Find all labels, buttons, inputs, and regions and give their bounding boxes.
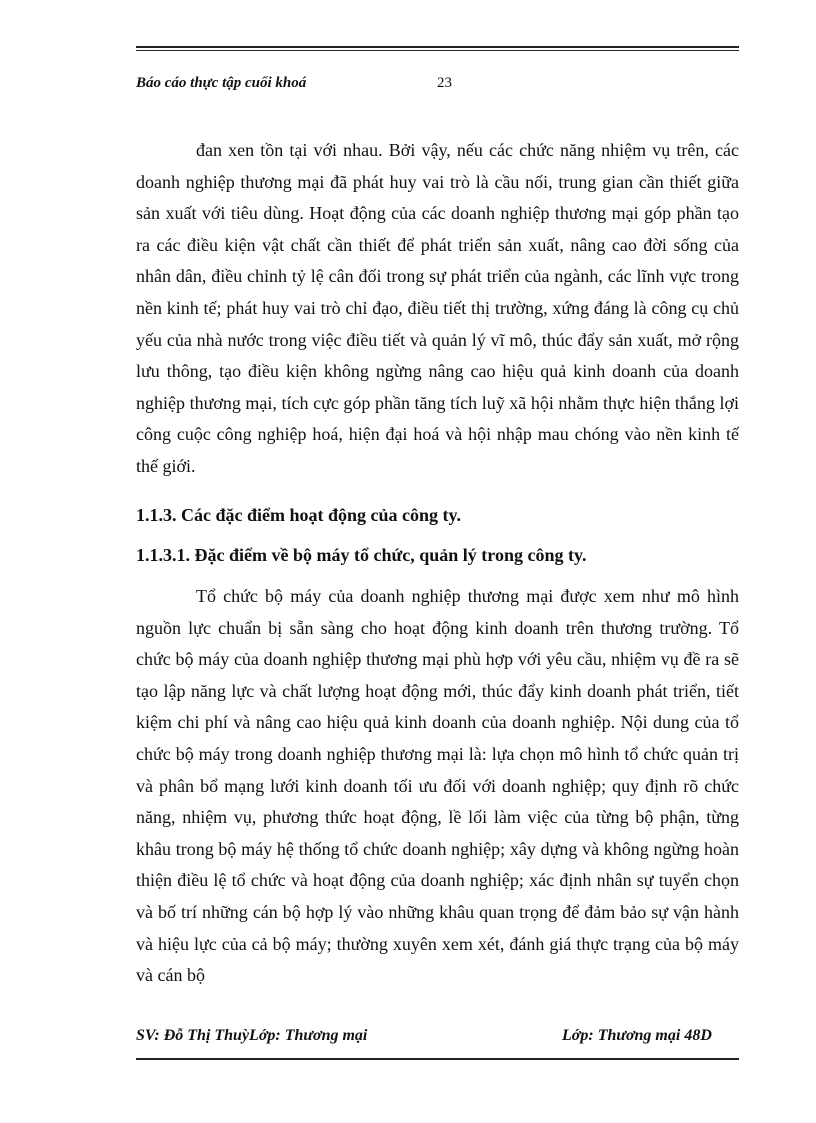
page-number: 23 (437, 75, 452, 91)
section-heading-1-1-3-1: 1.1.3.1. Đặc điểm về bộ máy tổ chức, quản lý trong công ty. (136, 545, 587, 565)
header-rule-bottom (136, 50, 739, 51)
body-paragraph-1: đan xen tồn tại với nhau. Bởi vậy, nếu các chức năng nhiệm vụ trên, các doanh nghiệp thương mại đã phát huy vai trò là cầu nối, trung gian cần thiết giữa sản xuất với tiêu dùng. Hoạt động của các doanh nghiệp thương mại góp phần tạo ra các điều kiện vật chất cần thiết để phát triển sản xuất, nâng cao đời sống của nhân dân, điều chỉnh tỷ lệ cân đối trong sự phát triển của ngành, các lĩnh vực trong nền kinh tế; phát huy vai trò chỉ đạo, điều tiết thị trường, xứng đáng là công cụ chủ yếu của nhà nước trong việc điều tiết và quản lý vĩ mô, thúc đẩy sản xuất, mở rộng lưu thông, tạo điều kiện không ngừng nâng cao hiệu quả kinh doanh của doanh nghiệp thương mại, tích cực góp phần tăng tích luỹ xã hội nhằm thực hiện thắng lợi công cuộc công nghiệp hoá, hiện đại hoá và hội nhập mau chóng vào nền kinh tế thế giới. (136, 140, 739, 476)
footer-student: SV: Đỗ Thị ThuỳLớp: Thương mại (136, 1027, 368, 1044)
header-rule-top (136, 46, 739, 48)
section-heading-1-1-3: 1.1.3. Các đặc điểm hoạt động của công ty. (136, 505, 462, 525)
footer-rule (136, 1058, 739, 1060)
body-paragraph-2: Tổ chức bộ máy của doanh nghiệp thương mại được xem như mô hình nguồn lực chuẩn bị sẵn sàng cho hoạt động kinh doanh trên thương trường. Tổ chức bộ máy của doanh nghiệp thương mại phù hợp với yêu cầu, nhiệm vụ đề ra sẽ tạo lập năng lực và chất lượng hoạt động mới, thúc đẩy kinh doanh phát triển, tiết kiệm chi phí và nâng cao hiệu quả kinh doanh của doanh nghiệp. Nội dung của tổ chức bộ máy trong doanh nghiệp thương mại là: lựa chọn mô hình tổ chức quản trị và phân bổ mạng lưới kinh doanh tối ưu đối với doanh nghiệp; quy định rõ chức năng, nhiệm vụ, phương thức hoạt động, lề lối làm việc của từng bộ phận, từng khâu trong bộ máy hệ thống tổ chức doanh nghiệp; xây dựng và không ngừng hoàn thiện điều lệ tổ chức và hoạt động của doanh nghiệp; xác định nhân sự tuyển chọn và bố trí những cán bộ hợp lý vào những khâu quan trọng để đảm bảo sự vận hành và hiệu lực của cả bộ máy; thường xuyên xem xét, đánh giá thực trạng của bộ máy và cán bộ (136, 586, 739, 986)
footer-class: Lớp: Thương mại 48D (562, 1027, 712, 1044)
report-title: Báo cáo thực tập cuối khoá (136, 75, 307, 91)
